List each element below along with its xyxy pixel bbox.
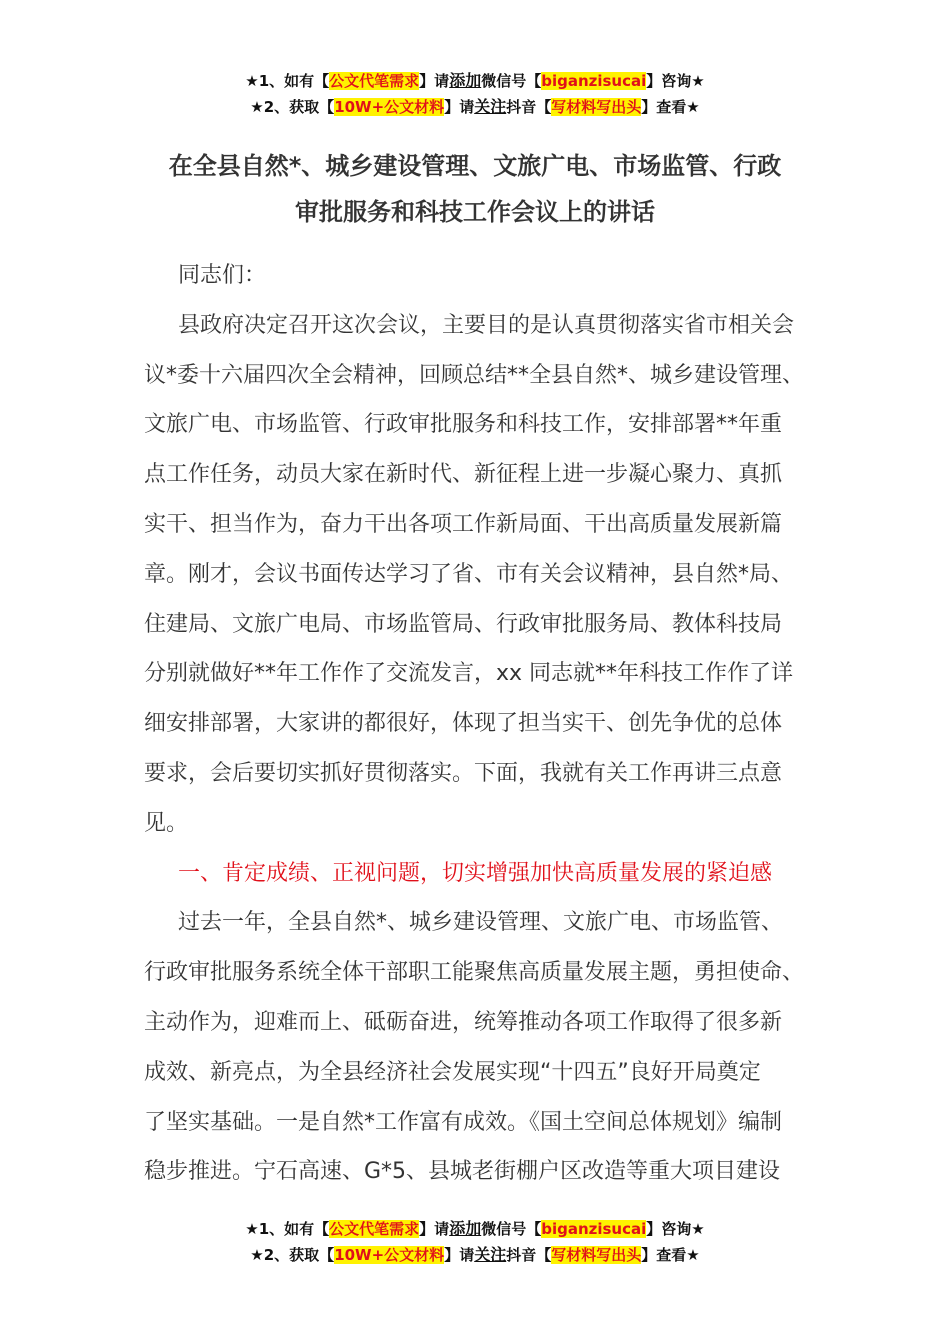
body-line: 过去一年，全县自然*、城乡建设管理、文旅广电、市场监管、 <box>178 910 784 936</box>
highlight-text: 公文代笔需求 <box>329 1220 420 1238</box>
underlined-text: 关注 <box>474 1245 507 1264</box>
body-line: 主动作为，迎难而上、砥砺奋进，统筹推动各项工作取得了很多新 <box>144 1009 783 1035</box>
wechat-id: biganzisucai <box>541 72 647 90</box>
body-line: 住建局、文旅广电局、市场监管局、行政审批服务局、教体科技局 <box>144 611 783 637</box>
body-line: 实干、担当作为，奋力干出各项工作新局面、干出高质量发展新篇 <box>144 511 783 537</box>
underlined-text: 添加 <box>449 1219 482 1238</box>
body-line: 行政审批服务系统全体干部职工能聚焦高质量发展主题，勇担使命、 <box>144 960 805 986</box>
body-line: 点工作任务，动员大家在新时代、新征程上进一步凝心聚力、真抓 <box>144 462 783 488</box>
highlight-text: 10W+公文材料 <box>334 1246 445 1264</box>
douyin-account: 写材料写出头 <box>551 1246 642 1264</box>
douyin-account: 写材料写出头 <box>551 98 642 116</box>
body-line: 成效、新亮点，为全县经济社会发展实现“十四五”良好开局奠定 <box>144 1059 761 1085</box>
title-line-1: 在全县自然*、城乡建设管理、文旅广电、市场监管、行政 <box>168 152 782 180</box>
wechat-id: biganzisucai <box>541 1220 647 1238</box>
underlined-text: 关注 <box>474 97 507 116</box>
body-line: 了坚实基础。一是自然*工作富有成效。《国土空间总体规划》编制 <box>144 1109 783 1135</box>
footer-banner <box>0 1216 950 1268</box>
header-banner <box>0 68 950 120</box>
section-heading: 一、肯定成绩、正视问题，切实增强加快高质量发展的紧迫感 <box>178 860 773 886</box>
document-title <box>140 143 810 235</box>
body-line: 文旅广电、市场监管、行政审批服务和科技工作，安排部署**年重 <box>144 412 783 438</box>
highlight-text: 10W+公文材料 <box>334 98 445 116</box>
salutation: 同志们： <box>178 263 267 288</box>
banner-line-2: ★2、获取【10W+公文材料】请关注抖音【写材料写出头】查看★ <box>250 1245 700 1264</box>
body-line: 分别就做好**年工作作了交流发言，xx 同志就**年科技工作作了详 <box>144 661 794 687</box>
body-line: 稳步推进。宁石高速、G*5、县城老街棚户区改造等重大项目建设 <box>144 1159 781 1185</box>
body-line: 细安排部署，大家讲的都很好，体现了担当实干、创先争优的总体 <box>144 711 783 737</box>
body-line: 章。刚才，会议书面传达学习了省、市有关会议精神，县自然*局、 <box>144 561 794 587</box>
body-line: 要求，会后要切实抓好贯彻落实。下面，我就有关工作再讲三点意 <box>144 760 783 786</box>
banner-line-1: ★1、如有【公文代笔需求】请添加微信号【biganzisucai】咨询★ <box>245 1219 705 1238</box>
title-line-2: 审批服务和科技工作会议上的讲话 <box>295 198 655 226</box>
body-line: 县政府决定召开这次会议，主要目的是认真贯彻落实省市相关会 <box>178 312 795 338</box>
banner-line-1: ★1、如有【公文代笔需求】请添加微信号【biganzisucai】咨询★ <box>245 71 705 90</box>
underlined-text: 添加 <box>449 71 482 90</box>
body-line: 议*委十六届四次全会精神，回顾总结**全县自然*、城乡建设管理、 <box>144 362 805 388</box>
document-body <box>144 251 814 1197</box>
body-line: 见。 <box>144 810 189 836</box>
highlight-text: 公文代笔需求 <box>329 72 420 90</box>
banner-line-2: ★2、获取【10W+公文材料】请关注抖音【写材料写出头】查看★ <box>250 97 700 116</box>
